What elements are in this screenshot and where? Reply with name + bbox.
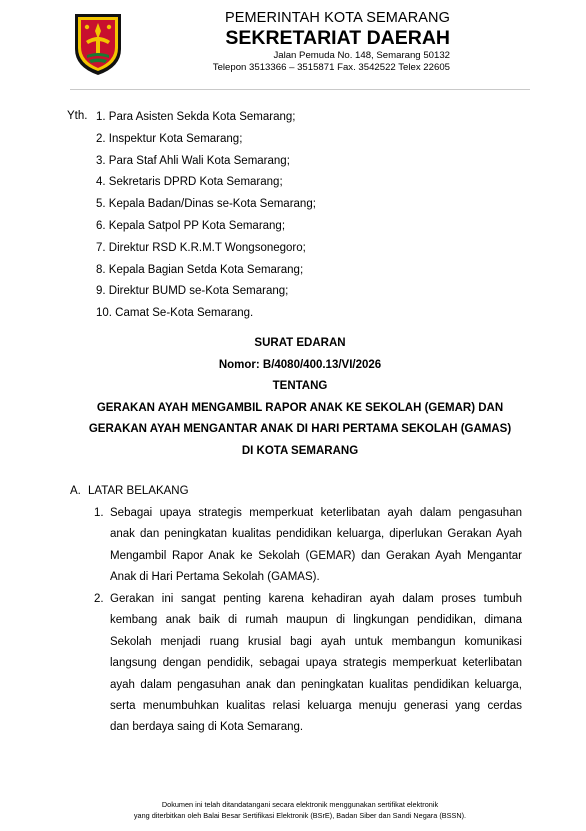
point-text bbox=[110, 503, 522, 589]
document-type: SURAT EDARAN bbox=[254, 337, 346, 349]
section-marker: A. bbox=[70, 485, 81, 497]
point-text bbox=[110, 589, 522, 739]
point-number: 1. bbox=[94, 507, 104, 519]
list-item: 3. Para Staf Ahli Wali Kota Semarang; bbox=[96, 154, 290, 167]
recipient-list bbox=[96, 110, 316, 328]
e-signature-footer bbox=[70, 799, 530, 821]
text-line: anak dan peningkatan kualitas pendidikan keluarga, diperlukan Gerakan Ayah bbox=[110, 528, 522, 541]
subject-line: GERAKAN AYAH MENGAMBIL RAPOR ANAK KE SEKOLAH (GEMAR) DAN bbox=[96, 401, 504, 414]
text-line: Sekolah menjadi ruang krusial bagi ayah untuk membangun komunikasi bbox=[110, 635, 522, 648]
letterhead-divider bbox=[70, 89, 530, 90]
office-name: SEKRETARIAT DAERAH bbox=[225, 27, 450, 49]
government-name: PEMERINTAH KOTA SEMARANG bbox=[224, 10, 450, 26]
letterhead bbox=[150, 10, 450, 74]
text-line: Mengambil Rapor Anak ke Sekolah (GEMAR) dan Gerakan Ayah Mengantar bbox=[110, 549, 522, 562]
circular-title bbox=[70, 336, 530, 465]
footer-line: yang diterbitkan oleh Balai Besar Sertifikasi Elektronik (BSrE), Badan Siber dan Sandi Negara (BSSN). bbox=[133, 811, 467, 820]
section-title: LATAR BELAKANG bbox=[88, 485, 189, 497]
office-address: Jalan Pemuda No. 148, Semarang 50132 bbox=[273, 50, 450, 61]
list-item: 6. Kepala Satpol PP Kota Semarang; bbox=[96, 219, 286, 232]
list-item: 8. Kepala Bagian Setda Kota Semarang; bbox=[96, 263, 304, 276]
text-line: Anak di Hari Pertama Sekolah (GAMAS). bbox=[110, 571, 320, 584]
salutation: Yth. bbox=[67, 110, 88, 122]
list-item: 2. Inspektur Kota Semarang; bbox=[96, 132, 243, 145]
text-line: serta menumbuhkan kualitas relasi keluarga menuju generasi yang cerdas bbox=[110, 699, 522, 712]
list-item: 1. Para Asisten Sekda Kota Semarang; bbox=[96, 111, 296, 123]
list-item: 7. Direktur RSD K.R.M.T Wongsonegoro; bbox=[96, 241, 306, 254]
section-heading bbox=[70, 485, 189, 497]
point-number: 2. bbox=[94, 593, 104, 605]
text-line: ayah dalam pengasuhan anak dan peningkatan kualitas pendidikan keluarga, bbox=[110, 678, 522, 691]
list-item: 10. Camat Se-Kota Semarang. bbox=[96, 307, 254, 320]
text-line: Gerakan ini sangat penting karena kehadiran ayah dalam proses tumbuh bbox=[110, 593, 522, 605]
text-line: dan berdaya saing di Kota Semarang. bbox=[110, 721, 304, 734]
list-item: 5. Kepala Badan/Dinas se-Kota Semarang; bbox=[96, 198, 316, 211]
subject-line: GERAKAN AYAH MENGANTAR ANAK DI HARI PERTAMA SEKOLAH (GAMAS) bbox=[88, 423, 512, 435]
list-item: 4. Sekretaris DPRD Kota Semarang; bbox=[96, 176, 283, 189]
subject-line: DI KOTA SEMARANG bbox=[241, 444, 359, 457]
text-line: kembang anak baik di rumah maupun di lingkungan pendidikan, dimana bbox=[110, 614, 522, 627]
semarang-coat-of-arms-icon bbox=[72, 11, 124, 77]
footer-line: Dokumen ini telah ditandatangani secara elektronik menggunakan sertifikat elektronik bbox=[161, 800, 439, 809]
document-number: Nomor: B/4080/400.13/VI/2026 bbox=[218, 358, 382, 371]
text-line: langsung dengan pendidik, sebagai upaya strategis memperkuat keterlibatan bbox=[110, 657, 522, 670]
text-line: Sebagai upaya strategis memperkuat keterlibatan ayah dalam pengasuhan bbox=[110, 507, 522, 519]
list-item: 9. Direktur BUMD se-Kota Semarang; bbox=[96, 285, 289, 298]
office-contact: Telepon 3513366 – 3515871 Fax. 3542522 Telex 22605 bbox=[212, 62, 450, 73]
about-label: TENTANG bbox=[272, 380, 328, 392]
